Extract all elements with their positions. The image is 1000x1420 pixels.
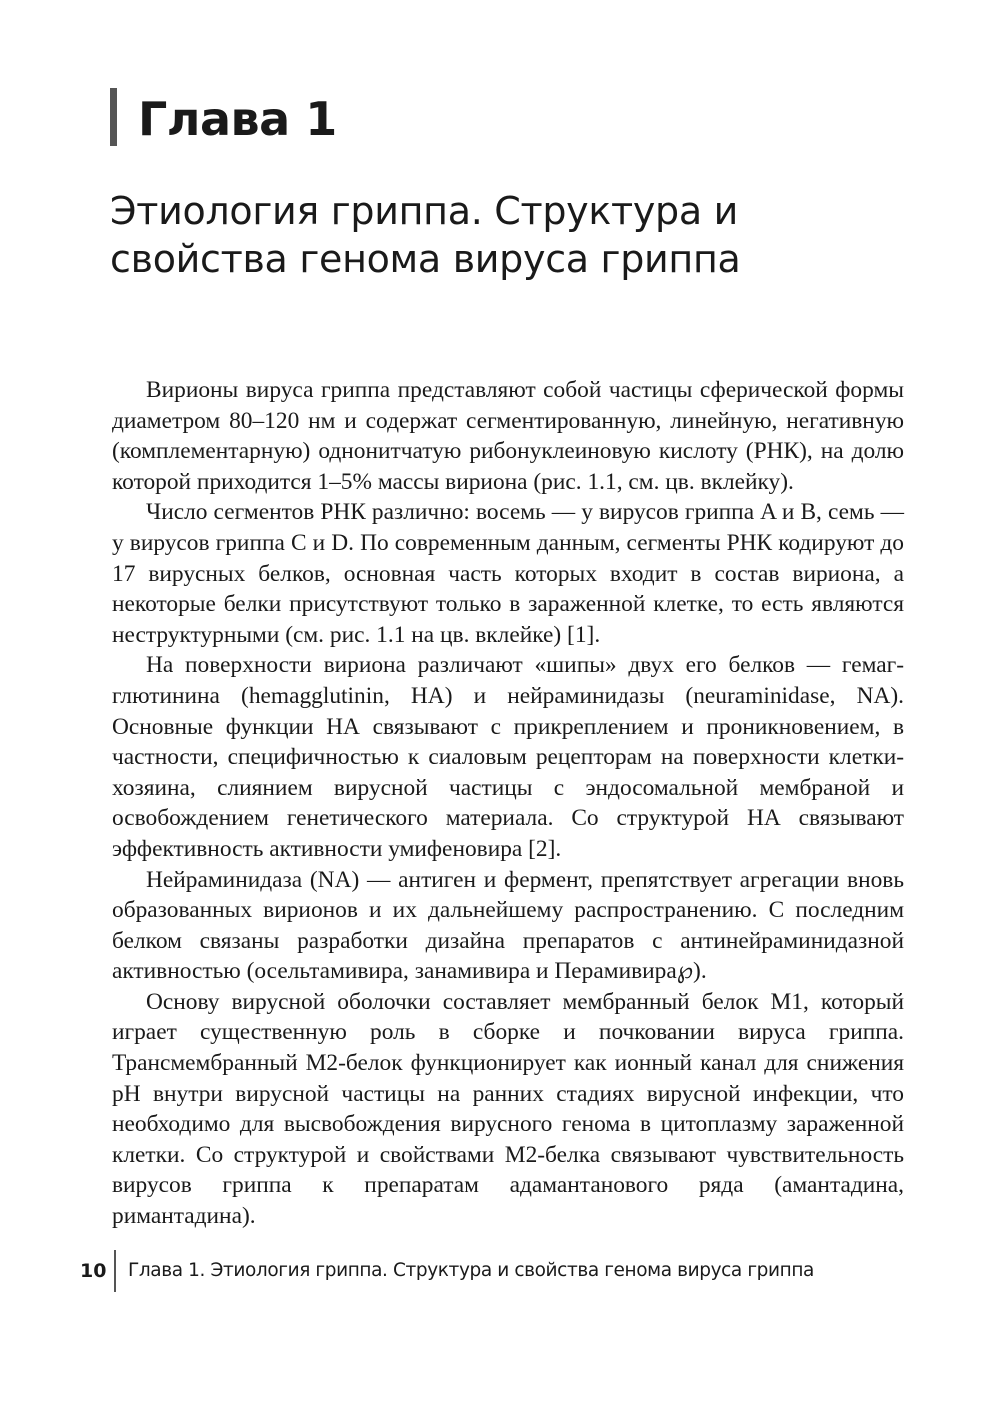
page-number: 10 [80,1260,107,1282]
footer-separator [114,1250,116,1292]
chapter-accent-bar [110,88,117,146]
paragraph: Нейраминидаза (NA) — антиген и фермент, препятствует агрегации вновь образованных вирионов и их дальнейшему распространению. С последним белком связаны разработки дизайна препаратов с антинейраминидазной активностью (осельтамивира, занамивира и Перамивира℘). [112,866,904,985]
paragraph: Число сегментов РНК различно: восемь — у вирусов гриппа A и B, семь — у вирусов гриппа C и D. По современным данным, сегменты РНК кодируют до 17 вирусных белков, основная часть которых входит в состав вириона, а некоторые белки присутствуют только в зараженной клетке, то есть являются неструктурными (см. рис. 1.1 на цв. вклейке) [1]. [112,499,904,648]
paragraph: На поверхности вириона различают «шипы» двух его белков — гемагглютинина (hemagglutinin, HA) и нейраминидазы (neuraminidase, NA). Основные функции НА связывают с прикреплением и проникновением, в частности, специфичностью к сиаловым рецепторам на поверхности клетки-хозяина, слиянием вирусной частицы с эндосомальной мембраной и освобождением генетического материала. Со структурой НА связывают эффективность активности умифеновира [2]. [112,652,904,862]
running-title: Глава 1. Этиология гриппа. Структура и свойства генома вируса гриппа [128,1260,814,1281]
paragraph: Основу вирусной оболочки составляет мембранный белок М1, который играет существенную роль в сборке и почковании вируса гриппа. Трансмембранный М2-белок функционирует как ионный канал для снижения pH внутри вирусной частицы на ранних стадиях вирусной инфекции, что необходимо для высвобождения вирусного генома в цитоплазму зараженной клетки. Со структурой и свойствами М2-белка связывают чувствительность вирусов гриппа к препаратам адамантанового ряда (амантадина, римантадина). [112,988,904,1230]
chapter-title: Этиология гриппа. Структура и свойства генома вируса гриппа [110,189,741,281]
chapter-label: Глава 1 [138,92,337,146]
body-text [112,375,904,1232]
paragraph: Вирионы вируса гриппа представляют собой частицы сферической формы диаметром 80–120 нм и содержат сегментированную, линейную, негативную (комплементарную) однонитчатую рибонуклеиновую кислоту (РНК), на долю которой приходится 1–5% массы вириона (рис. 1.1, см. цв. вклейку). [112,377,904,495]
